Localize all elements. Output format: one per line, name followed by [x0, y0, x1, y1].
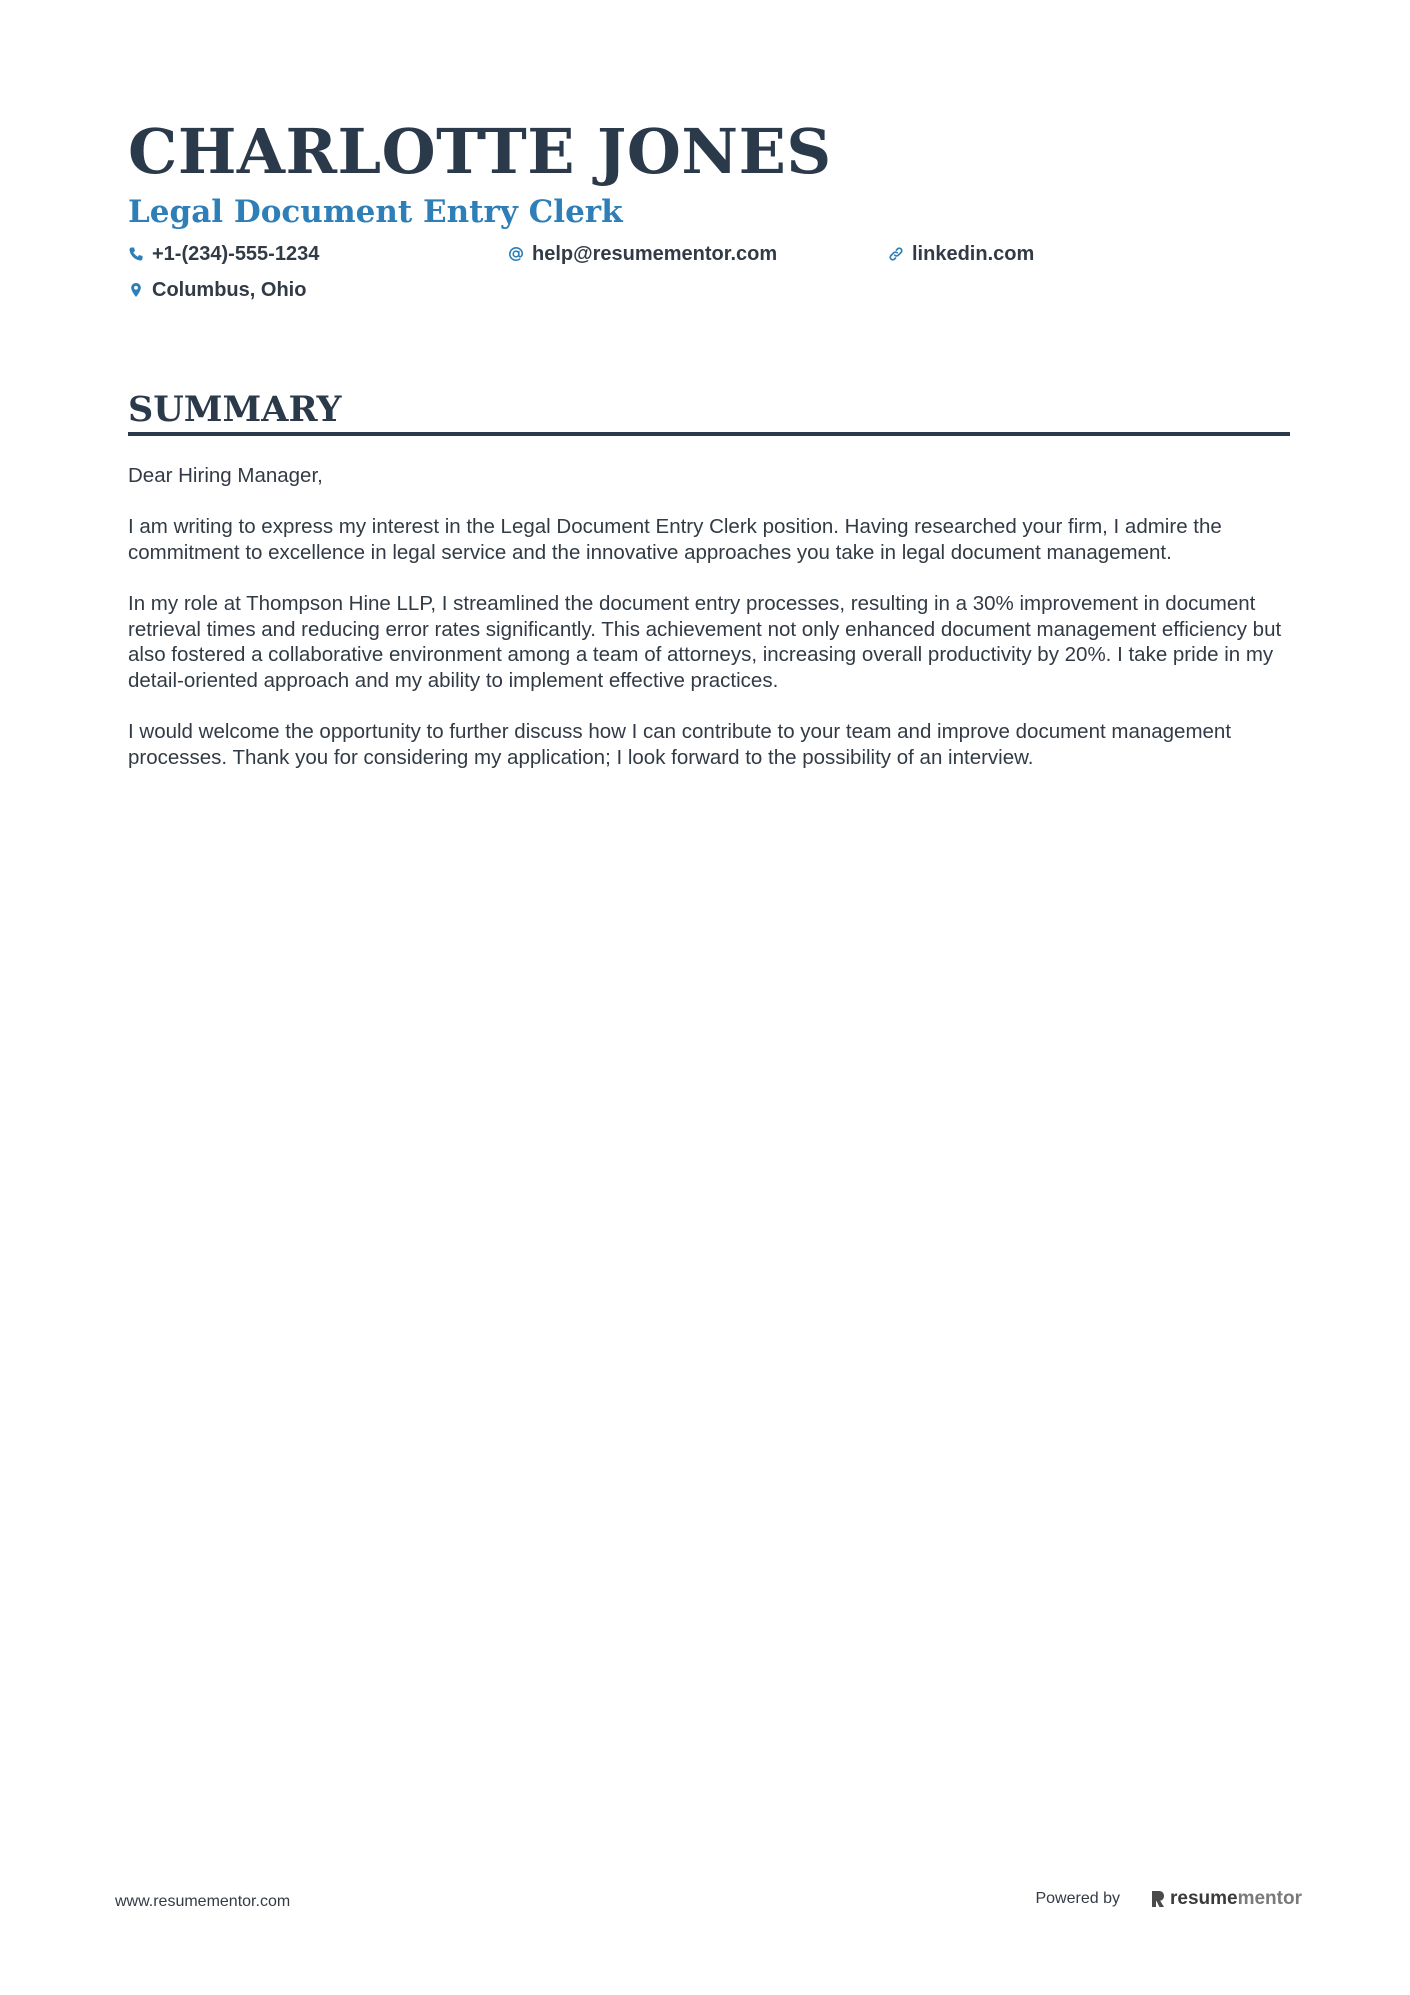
powered-by-label: Powered by [1035, 1890, 1120, 1907]
contact-email [508, 240, 777, 268]
letter-paragraph: I would welcome the opportunity to further discuss how I can contribute to your team and improve document management processes. Thank you for considering my application; I look forward to the possibility of an interview. [128, 719, 1232, 769]
letter-salutation: Dear Hiring Manager, [128, 464, 323, 487]
contact-link [888, 240, 1034, 268]
brand-name-part1: resume [1169, 1888, 1238, 1909]
brand-logo[interactable] [1150, 1888, 1302, 1910]
phone-number: +1-(234)-555-1234 [152, 242, 320, 265]
at-icon [508, 246, 524, 262]
footer-website[interactable]: www.resumementor.com [115, 1893, 291, 1910]
phone-icon [128, 246, 144, 262]
contact-phone [128, 240, 319, 268]
summary-heading: SUMMARY [128, 389, 342, 430]
footer-branding [1035, 1888, 1302, 1910]
job-title: Legal Document Entry Clerk [128, 194, 623, 230]
contact-location [128, 276, 306, 304]
link-icon [888, 246, 904, 262]
location-pin-icon [128, 282, 144, 298]
letter-paragraph: I am writing to express my interest in the Legal Document Entry Clerk position. Having researched your firm, I admire the commitment to excellence in legal service and the innovative approaches you take in legal document management. [128, 515, 1222, 564]
linkedin-url[interactable]: linkedin.com [912, 242, 1035, 265]
letter-body [128, 463, 1292, 796]
email-address: help@resumementor.com [532, 242, 778, 265]
brand-mark-icon [1150, 1889, 1166, 1909]
brand-name-part2: mentor [1237, 1888, 1302, 1909]
candidate-name: CHARLOTTE JONES [128, 115, 832, 188]
letter-paragraph: In my role at Thompson Hine LLP, I streamlined the document entry processes, resulting in a 30% improvement in document retrieval times and reducing error rates significantly. This achievement not only enhanced document management efficiency but also fostered a collaborative environment among a team of attorneys, increasing overall productivity by 20%. I take pride in my detail-oriented approach and my ability to implement effective practices. [128, 591, 1282, 692]
section-divider [128, 432, 1290, 436]
location-text: Columbus, Ohio [152, 278, 307, 301]
